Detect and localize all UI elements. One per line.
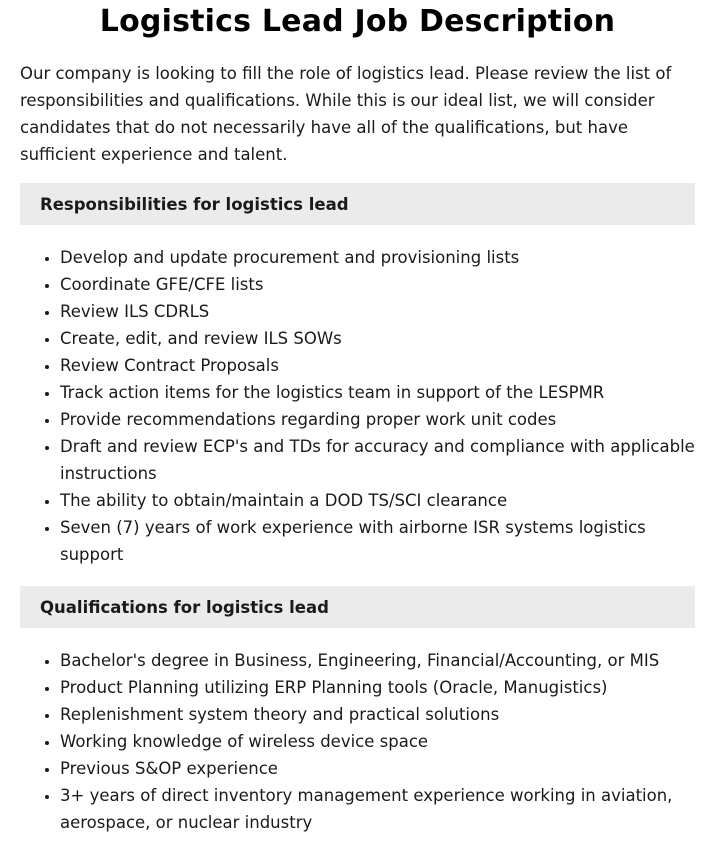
list-item: • Product Planning utilizing ERP Planning tools (Oracle, Manugistics) <box>60 674 695 701</box>
qualifications-list <box>20 647 695 836</box>
list-item: • Review ILS CDRLS <box>60 298 695 325</box>
qualifications-heading-label: Qualifications for logistics lead <box>40 597 329 617</box>
list-item: • Track action items for the logistics team in support of the LESPMR <box>60 379 695 406</box>
list-item: • Replenishment system theory and practical solutions <box>60 701 695 728</box>
responsibilities-heading <box>20 183 695 225</box>
list-item: • Create, edit, and review ILS SOWs <box>60 325 695 352</box>
intro-paragraph: Our company is looking to fill the role of logistics lead. Please review the list of responsibilities and qualifications. While this is our ideal list, we will consider candidates that do not necessarily have all of the qualifications, but have sufficient experience and talent. <box>20 64 672 164</box>
list-item: • Previous S&OP experience <box>60 755 695 782</box>
list-item: • Bachelor's degree in Business, Engineering, Financial/Accounting, or MIS <box>60 647 695 674</box>
qualifications-heading <box>20 586 695 628</box>
list-item: • Coordinate GFE/CFE lists <box>60 271 695 298</box>
list-item: • Develop and update procurement and provisioning lists <box>60 244 695 271</box>
list-item: • The ability to obtain/maintain a DOD TS/SCI clearance <box>60 487 695 514</box>
list-item: • 3+ years of direct inventory management experience working in aviation, aerospace, or nuclear industry <box>60 782 695 836</box>
responsibilities-list <box>20 244 695 568</box>
list-item: • Provide recommendations regarding proper work unit codes <box>60 406 695 433</box>
list-item: • Seven (7) years of work experience with airborne ISR systems logistics support <box>60 514 695 568</box>
page-title: Logistics Lead Job Description <box>99 4 616 39</box>
list-item: • Working knowledge of wireless device space <box>60 728 695 755</box>
list-item: • Review Contract Proposals <box>60 352 695 379</box>
responsibilities-heading-label: Responsibilities for logistics lead <box>40 194 349 214</box>
list-item: • Draft and review ECP's and TDs for accuracy and compliance with applicable instructions <box>60 433 695 487</box>
